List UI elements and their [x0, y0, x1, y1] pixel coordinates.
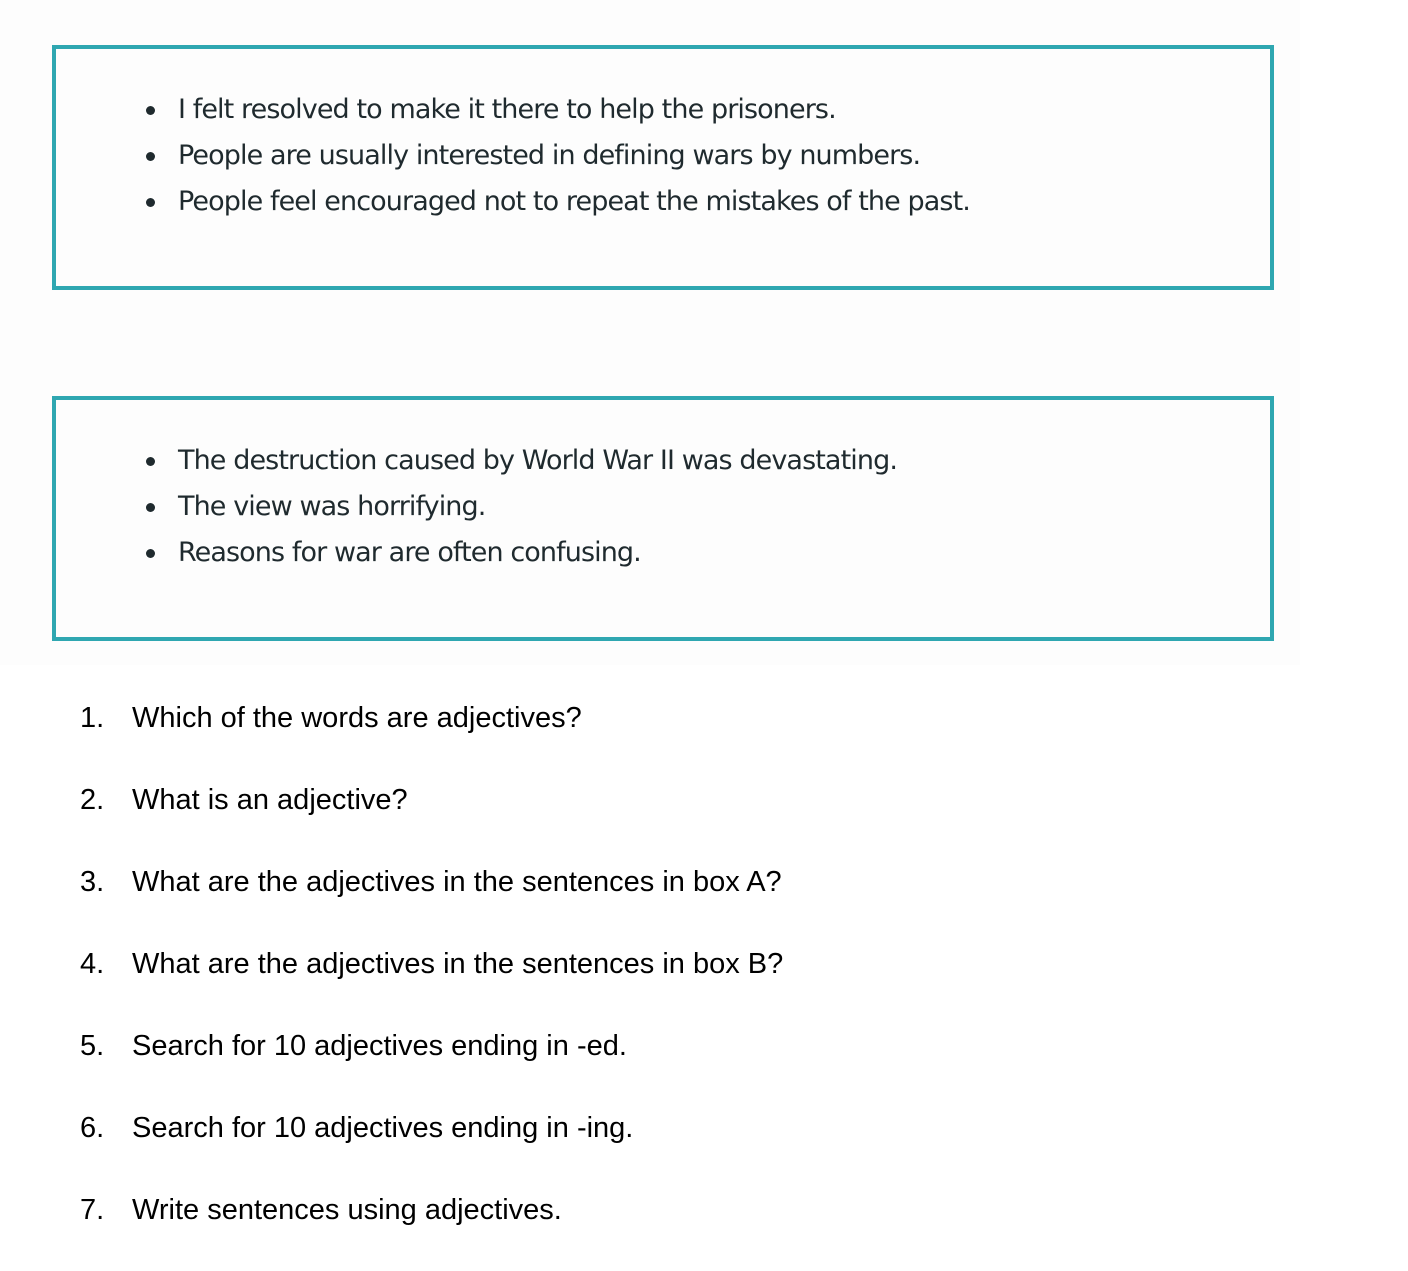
box-b-sentence [146, 530, 897, 576]
question-text: What are the adjectives in the sentences in box A? [132, 866, 782, 898]
bullet-icon [146, 549, 155, 558]
question-text: Search for 10 adjectives ending in -ing. [132, 1112, 634, 1144]
question-number: 2. [80, 784, 105, 816]
question-text: Write sentences using adjectives. [132, 1194, 562, 1226]
box-a-sentence [146, 133, 970, 179]
question-item [80, 861, 783, 943]
box-a-sentence [146, 87, 970, 133]
question-number: 7. [80, 1194, 105, 1226]
box-b-sentence [146, 438, 897, 484]
box-a-sentence [146, 179, 970, 225]
sentence-text: I felt resolved to make it there to help the prisoners. [178, 94, 836, 125]
question-item [80, 1025, 783, 1107]
question-item [80, 697, 783, 779]
box-a [52, 45, 1274, 290]
question-item [80, 779, 783, 861]
question-number: 5. [80, 1030, 105, 1062]
bullet-icon [146, 457, 155, 466]
question-text: What is an adjective? [132, 784, 408, 816]
sentence-text: The view was horrifying. [178, 491, 486, 522]
question-text: What are the adjectives in the sentences in box B? [132, 948, 784, 980]
sentence-text: Reasons for war are often confusing. [178, 537, 641, 568]
question-number: 6. [80, 1112, 105, 1144]
box-b-sentence [146, 484, 897, 530]
question-item [80, 1107, 783, 1189]
bullet-icon [146, 106, 155, 115]
sentence-text: The destruction caused by World War II was devastating. [178, 445, 897, 476]
bullet-icon [146, 503, 155, 512]
question-item [80, 943, 783, 1025]
box-b [52, 396, 1274, 641]
question-number: 4. [80, 948, 105, 980]
box-a-sentence-list [146, 87, 970, 225]
question-text: Which of the words are adjectives? [132, 702, 582, 734]
box-b-sentence-list [146, 438, 897, 576]
question-list [80, 697, 783, 1271]
question-text: Search for 10 adjectives ending in -ed. [132, 1030, 627, 1062]
bullet-icon [146, 152, 155, 161]
sentence-text: People feel encouraged not to repeat the mistakes of the past. [178, 186, 970, 217]
question-item [80, 1189, 783, 1271]
question-number: 3. [80, 866, 105, 898]
sentence-text: People are usually interested in defining wars by numbers. [178, 140, 921, 171]
bullet-icon [146, 198, 155, 207]
question-number: 1. [80, 702, 105, 734]
